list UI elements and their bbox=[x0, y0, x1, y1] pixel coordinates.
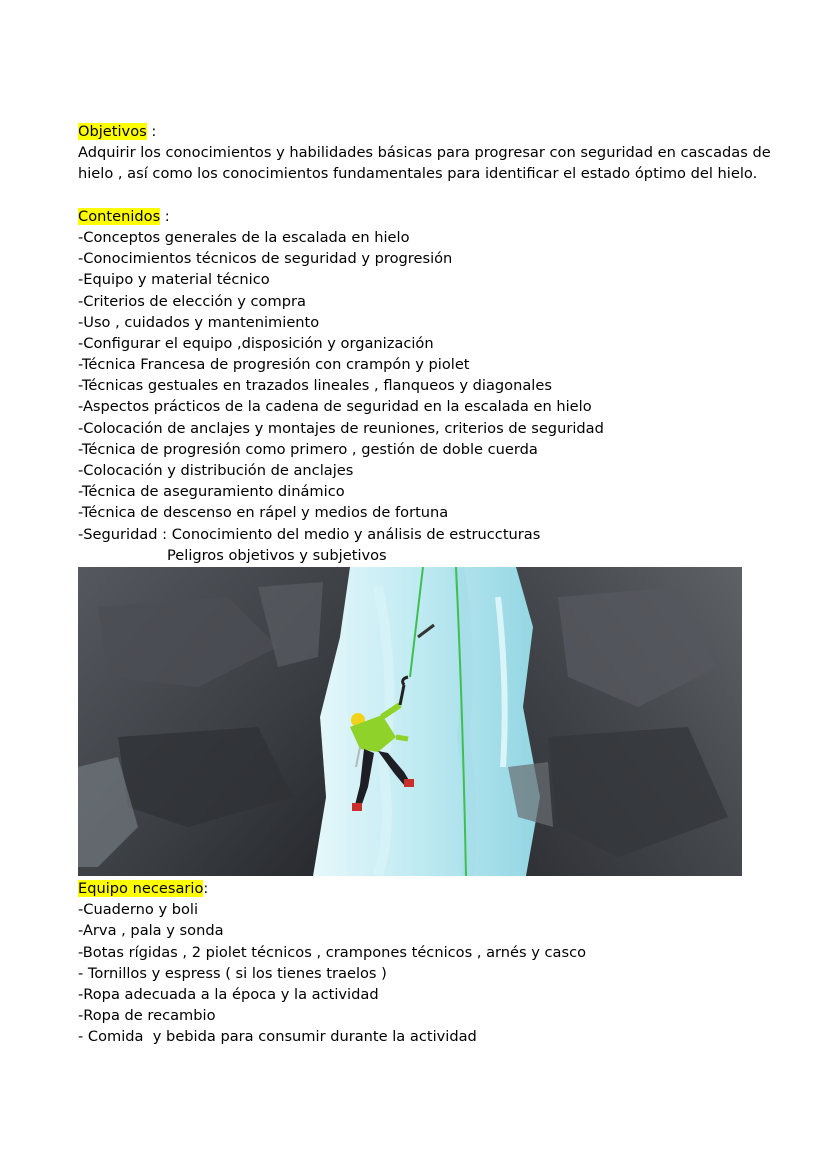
objectives-text-line-1: Adquirir los conocimientos y habilidades básicas para progresar con seguridad en cascadas de bbox=[78, 144, 771, 162]
objectives-heading: Objetivos bbox=[78, 123, 147, 140]
ice-climbing-photo bbox=[78, 567, 742, 876]
contents-list bbox=[78, 227, 744, 566]
list-item: -Ropa adecuada a la época y la actividad bbox=[78, 985, 379, 1003]
list-item: -Técnica Francesa de progresión con crampón y piolet bbox=[78, 356, 470, 374]
list-item: - Comida y bebida para consumir durante la actividad bbox=[78, 1028, 477, 1046]
objectives-heading-suffix: : bbox=[146, 123, 157, 140]
spacer bbox=[78, 185, 744, 206]
contents-heading-line bbox=[78, 206, 744, 227]
list-item: -Uso , cuidados y mantenimiento bbox=[78, 313, 320, 331]
equipment-heading-suffix: : bbox=[203, 879, 209, 897]
list-item: -Técnica de descenso en rápel y medios de fortuna bbox=[78, 504, 449, 522]
list-item: -Criterios de elección y compra bbox=[78, 292, 306, 310]
list-item: -Aspectos prácticos de la cadena de seguridad en la escalada en hielo bbox=[78, 398, 592, 416]
contents-heading: Contenidos bbox=[78, 207, 161, 225]
list-item: -Técnica de progresión como primero , gestión de doble cuerda bbox=[78, 440, 538, 458]
list-item: -Colocación y distribución de anclajes bbox=[78, 462, 354, 479]
equipment-heading: Equipo necesario bbox=[78, 879, 204, 897]
list-item: - Tornillos y espress ( si los tienes traelos ) bbox=[78, 964, 387, 982]
list-item: -Cuaderno y boli bbox=[78, 901, 199, 919]
objectives-heading-line bbox=[78, 121, 744, 142]
list-item: -Seguridad : Conocimiento del medio y análisis de estruccturas bbox=[78, 525, 541, 543]
document-page bbox=[78, 121, 771, 1047]
list-item: -Arva , pala y sonda bbox=[78, 922, 224, 940]
list-item: -Configurar el equipo ,disposición y organización bbox=[78, 334, 434, 352]
contents-heading-suffix: : bbox=[160, 207, 170, 225]
equipment-list bbox=[78, 899, 744, 1047]
list-item: -Botas rígidas , 2 piolet técnicos , crampones técnicos , arnés y casco bbox=[78, 943, 587, 961]
objectives-text-line-2: hielo , así como los conocimientos fundamentales para identificar el estado óptimo del hielo. bbox=[78, 165, 758, 183]
equipment-heading-line bbox=[78, 878, 744, 899]
list-item: -Ropa de recambio bbox=[78, 1007, 216, 1025]
list-item: -Técnicas gestuales en trazados lineales , flanqueos y diagonales bbox=[78, 377, 552, 395]
list-item-continuation: Peligros objetivos y subjetivos bbox=[167, 546, 387, 564]
list-item: -Conceptos generales de la escalada en hielo bbox=[78, 228, 410, 246]
list-item: -Técnica de aseguramiento dinámico bbox=[78, 483, 345, 501]
list-item: -Equipo y material técnico bbox=[78, 271, 270, 289]
list-item: -Colocación de anclajes y montajes de reuniones, criterios de seguridad bbox=[78, 419, 604, 437]
list-item: -Conocimientos técnicos de seguridad y progresión bbox=[78, 250, 453, 268]
